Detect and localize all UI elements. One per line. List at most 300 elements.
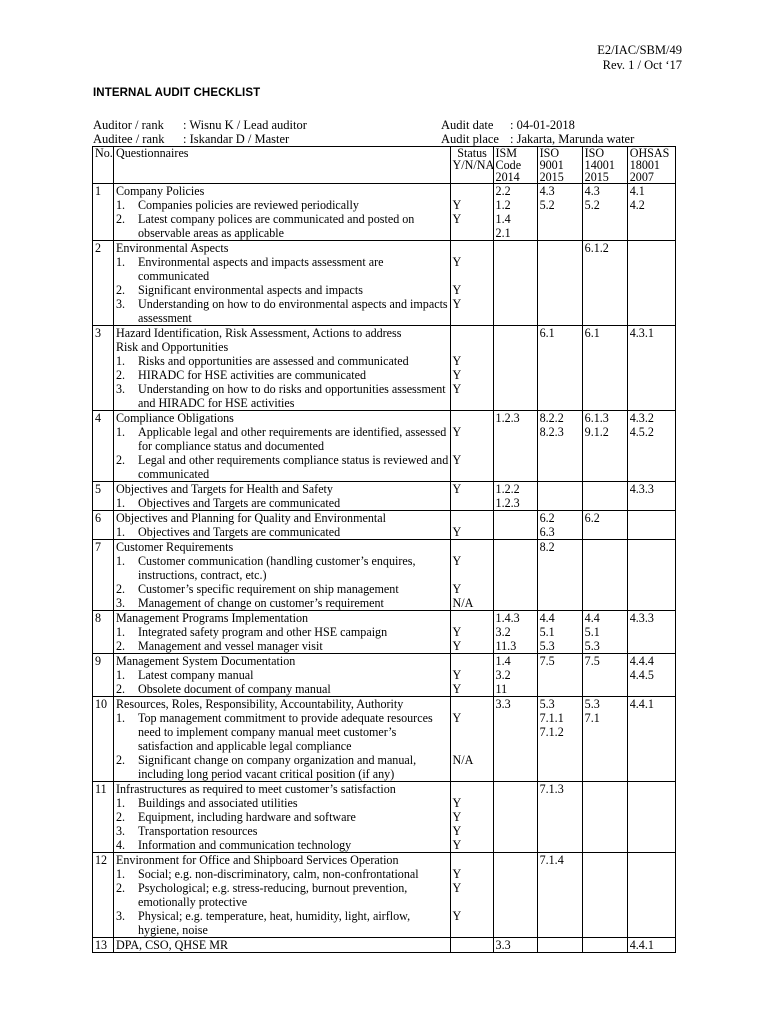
ism-ref-cell (493, 697, 537, 782)
question-number: 3. (115, 297, 126, 311)
header-ism-line: 2014 (495, 170, 520, 184)
section-questions (113, 482, 450, 511)
status-spacer (453, 654, 492, 668)
ism-ref-cell (493, 482, 537, 511)
header-iso9001 (537, 147, 582, 184)
iso9001-ref-cell (537, 697, 582, 782)
question-item (116, 796, 449, 810)
ohsas-ref-cell (627, 241, 675, 326)
question-number: 1. (115, 425, 126, 439)
iso14001-ref-cell (582, 853, 627, 938)
checklist-section-row (93, 241, 676, 326)
ohsas-ref-cell (627, 540, 675, 611)
iso14001-ref-cell (582, 184, 627, 241)
ism-ref: 1.2.3 (495, 411, 520, 425)
iso14001-ref: 4.3 (584, 184, 600, 198)
ism-ref: 1.4.3 (495, 611, 520, 625)
ism-ref-cell (493, 654, 537, 697)
checklist-section-row (93, 654, 676, 697)
ohsas-ref: 4.4.4 (629, 654, 654, 668)
question-text: Psychological; e.g. stress-reducing, burnout prevention, emotionally protective (137, 881, 408, 909)
question-number: 1. (115, 525, 126, 539)
iso14001-ref-cell (582, 540, 627, 611)
question-item (116, 496, 449, 510)
checklist-section-row (93, 540, 676, 611)
status-spacer (453, 611, 492, 625)
iso14001-ref: 5.3 (584, 697, 600, 711)
status-value: Y (452, 283, 462, 297)
ohsas-ref-cell (627, 511, 675, 540)
question-number: 3. (115, 382, 126, 396)
iso14001-ref-cell (582, 611, 627, 654)
iso9001-ref-cell (537, 611, 582, 654)
iso9001-ref: 8.2 (539, 540, 555, 554)
question-number: 3. (115, 824, 126, 838)
iso9001-ref: 8.2.3 (539, 425, 564, 439)
question-number: 1. (115, 668, 126, 682)
status-value: Y (452, 368, 462, 382)
status-cell (450, 540, 493, 611)
question-item (116, 582, 449, 596)
ism-ref: 3.3 (495, 938, 511, 952)
checklist-section-row (93, 782, 676, 853)
section-number: 1 (93, 184, 114, 241)
ohsas-ref-cell (627, 611, 675, 654)
status-value: Y (452, 838, 462, 852)
section-questions (113, 184, 450, 241)
document-code: E2/IAC/SBM/49 (597, 43, 682, 57)
question-text: Objectives and Targets are communicated (137, 525, 341, 539)
iso9001-ref-cell (537, 853, 582, 938)
ism-ref-cell (493, 241, 537, 326)
question-item (116, 668, 449, 682)
question-text: Management of change on customer’s requirement (137, 596, 384, 610)
status-spacer (453, 540, 492, 554)
question-item (116, 525, 449, 539)
question-text: Significant change on company organization and manual, including long period vacant critical position (if any) (137, 753, 417, 781)
iso9001-ref: 6.2 (539, 511, 555, 525)
section-title: Objectives and Planning for Quality and Environmental (115, 511, 386, 525)
question-text: Customer communication (handling customer’s enquires, instructions, contract, etc.) (137, 554, 416, 582)
audit-date-label: Audit date (441, 118, 494, 132)
section-number: 2 (93, 241, 114, 326)
question-item (116, 453, 449, 481)
checklist-section-row (93, 326, 676, 411)
question-item (116, 639, 449, 653)
ohsas-ref-cell (627, 853, 675, 938)
section-number: 3 (93, 326, 114, 411)
ism-ref: 2.1 (495, 226, 511, 240)
status-value: Y (452, 212, 462, 226)
iso9001-ref: 4.3 (539, 184, 555, 198)
question-number: 1. (115, 867, 126, 881)
iso9001-ref: 6.3 (539, 525, 555, 539)
section-questions (113, 611, 450, 654)
ism-ref: 11 (495, 682, 508, 696)
header-questionnaires: Questionnaires (113, 147, 450, 184)
section-questions (113, 241, 450, 326)
status-value: Y (452, 198, 462, 212)
question-item (116, 596, 449, 610)
iso14001-ref: 5.2 (584, 198, 600, 212)
header-no: No. (93, 147, 114, 184)
iso9001-ref: 5.3 (539, 697, 555, 711)
question-number: 1. (115, 796, 126, 810)
ohsas-ref-cell (627, 654, 675, 697)
ism-ref: 3.2 (495, 668, 511, 682)
iso9001-ref: 7.5 (539, 654, 555, 668)
status-value: Y (452, 682, 462, 696)
header-status-line: Status (457, 146, 487, 160)
status-value: Y (452, 810, 462, 824)
status-value: Y (452, 425, 462, 439)
ohsas-ref: 4.2 (629, 198, 645, 212)
question-number: 4. (115, 838, 126, 852)
question-item (116, 753, 449, 781)
status-cell (450, 411, 493, 482)
section-number: 11 (93, 782, 114, 853)
auditee-label: Auditee / rank (93, 132, 165, 146)
checklist-section-row (93, 611, 676, 654)
question-number: 2. (115, 283, 126, 297)
ohsas-ref: 4.3.2 (629, 411, 654, 425)
header-ism-line: ISM (495, 146, 518, 160)
iso14001-ref: 9.1.2 (584, 425, 609, 439)
question-text: Physical; e.g. temperature, heat, humidity, light, airflow, hygiene, noise (137, 909, 411, 937)
question-item (116, 810, 449, 824)
section-number: 4 (93, 411, 114, 482)
question-number: 2. (115, 881, 126, 895)
question-text: Information and communication technology (137, 838, 352, 852)
auditor-row (93, 118, 307, 132)
iso9001-ref: 7.1.3 (539, 782, 564, 796)
question-number: 2. (115, 682, 126, 696)
question-item (116, 838, 449, 852)
ism-ref-cell (493, 853, 537, 938)
iso14001-ref-cell (582, 654, 627, 697)
question-number: 1. (115, 255, 126, 269)
status-spacer (453, 938, 492, 952)
iso14001-ref-cell (582, 482, 627, 511)
question-text: HIRADC for HSE activities are communicated (137, 368, 367, 382)
ohsas-ref-cell (627, 482, 675, 511)
status-value: Y (452, 881, 462, 895)
header-ohsas-line: 18001 (629, 158, 660, 172)
auditor-value: : Wisnu K / Lead auditor (183, 118, 307, 132)
question-number: 3. (115, 596, 126, 610)
question-item (116, 682, 449, 696)
ism-ref-cell (493, 782, 537, 853)
question-text: Integrated safety program and other HSE campaign (137, 625, 388, 639)
question-item (116, 198, 449, 212)
status-spacer (453, 853, 492, 867)
section-number: 5 (93, 482, 114, 511)
document-revision: Rev. 1 / Oct ‘17 (602, 58, 682, 72)
question-item (116, 382, 449, 410)
status-spacer (453, 340, 492, 354)
iso9001-ref-cell (537, 540, 582, 611)
question-text: Legal and other requirements compliance status is reviewed and communicated (137, 453, 449, 481)
section-title: Resources, Roles, Responsibility, Accountability, Authority (115, 697, 404, 711)
question-number: 1. (115, 354, 126, 368)
question-number: 2. (115, 212, 126, 226)
header-iso14001-line: 14001 (584, 158, 615, 172)
question-item (116, 212, 449, 240)
question-text: Significant environmental aspects and impacts (137, 283, 363, 297)
iso14001-ref: 5.1 (584, 625, 600, 639)
ism-ref: 1.2.2 (495, 482, 520, 496)
ism-ref: 1.4 (495, 212, 511, 226)
ohsas-ref-cell (627, 411, 675, 482)
section-questions (113, 511, 450, 540)
status-value: Y (452, 554, 462, 568)
ohsas-ref-cell (627, 782, 675, 853)
question-number: 3. (115, 909, 126, 923)
ism-ref: 1.2 (495, 198, 511, 212)
status-spacer (453, 411, 492, 425)
status-value: Y (452, 668, 462, 682)
ism-ref: 3.3 (495, 697, 511, 711)
iso14001-ref: 4.4 (584, 611, 600, 625)
question-number: 2. (115, 582, 126, 596)
status-value: Y (452, 255, 462, 269)
ism-ref-cell (493, 938, 537, 953)
checklist-section-row (93, 938, 676, 953)
header-iso14001-line: 2015 (584, 170, 609, 184)
ohsas-ref: 4.4.5 (629, 668, 654, 682)
ohsas-ref: 4.1 (629, 184, 645, 198)
question-item (116, 909, 449, 937)
status-spacer (453, 511, 492, 525)
ism-ref: 11.3 (495, 639, 517, 653)
iso9001-ref: 7.1.1 (539, 711, 564, 725)
question-text: Understanding on how to do risks and opportunities assessment and HIRADC for HSE activities (137, 382, 446, 410)
section-title: Hazard Identification, Risk Assessment, Actions to address (115, 326, 402, 340)
section-questions (113, 697, 450, 782)
section-number: 9 (93, 654, 114, 697)
iso9001-ref: 7.1.2 (539, 725, 564, 739)
iso14001-ref: 7.5 (584, 654, 600, 668)
header-iso14001 (582, 147, 627, 184)
iso9001-ref-cell (537, 184, 582, 241)
question-item (116, 867, 449, 881)
iso9001-ref-cell (537, 511, 582, 540)
iso9001-ref-cell (537, 326, 582, 411)
section-number: 10 (93, 697, 114, 782)
iso14001-ref-cell (582, 326, 627, 411)
status-spacer (453, 782, 492, 796)
status-spacer (453, 326, 492, 340)
question-number: 1. (115, 198, 126, 212)
status-cell (450, 482, 493, 511)
checklist-section-row (93, 411, 676, 482)
status-value: Y (452, 582, 462, 596)
status-value: Y (452, 867, 462, 881)
document-reference (597, 43, 682, 73)
question-text: Social; e.g. non-discriminatory, calm, non-confrontational (137, 867, 419, 881)
question-text: Applicable legal and other requirements are identified, assessed for compliance status and documented (137, 425, 447, 453)
question-text: Transportation resources (137, 824, 258, 838)
iso14001-ref-cell (582, 411, 627, 482)
section-title: Management Programs Implementation (115, 611, 309, 625)
question-item (116, 881, 449, 909)
ohsas-ref-cell (627, 938, 675, 953)
status-spacer (453, 184, 492, 198)
iso9001-ref-cell (537, 482, 582, 511)
ism-ref-cell (493, 540, 537, 611)
ism-ref-cell (493, 511, 537, 540)
audit-date-row (441, 118, 634, 132)
status-cell (450, 326, 493, 411)
checklist-body (93, 184, 676, 953)
question-text: Latest company polices are communicated and posted on observable areas as applicable (137, 212, 415, 240)
question-item (116, 354, 449, 368)
status-cell (450, 511, 493, 540)
question-text: Understanding on how to do environmental aspects and impacts assessment (137, 297, 448, 325)
question-text: Buildings and associated utilities (137, 796, 298, 810)
question-text: Management and vessel manager visit (137, 639, 323, 653)
ism-ref: 3.2 (495, 625, 511, 639)
section-title: Management System Documentation (115, 654, 296, 668)
question-text: Latest company manual (137, 668, 254, 682)
question-number: 2. (115, 810, 126, 824)
header-iso9001-line: ISO (539, 146, 560, 160)
status-spacer (453, 697, 492, 711)
question-text: Objectives and Targets are communicated (137, 496, 341, 510)
audit-info (441, 118, 634, 146)
iso14001-ref: 5.3 (584, 639, 600, 653)
iso14001-ref: 7.1 (584, 711, 600, 725)
section-number: 8 (93, 611, 114, 654)
iso14001-ref: 6.1 (584, 326, 600, 340)
page-title: INTERNAL AUDIT CHECKLIST (93, 87, 261, 99)
status-value: N/A (452, 753, 474, 767)
iso9001-ref: 5.2 (539, 198, 555, 212)
question-number: 1. (115, 554, 126, 568)
iso14001-ref: 6.2 (584, 511, 600, 525)
section-questions (113, 540, 450, 611)
checklist-section-row (93, 853, 676, 938)
section-title: Objectives and Targets for Health and Safety (115, 482, 333, 496)
status-cell (450, 853, 493, 938)
header-iso9001-line: 2015 (539, 170, 564, 184)
auditee-value: : Iskandar D / Master (183, 132, 290, 146)
iso14001-ref-cell (582, 938, 627, 953)
section-questions (113, 654, 450, 697)
status-value: Y (452, 382, 462, 396)
audit-date-value: : 04-01-2018 (510, 118, 575, 132)
section-number: 12 (93, 853, 114, 938)
question-item (116, 297, 449, 325)
status-cell (450, 611, 493, 654)
section-title: Compliance Obligations (115, 411, 234, 425)
iso14001-ref-cell (582, 782, 627, 853)
question-number: 1. (115, 711, 126, 725)
audit-checklist-table (92, 146, 676, 953)
question-text: Obsolete document of company manual (137, 682, 331, 696)
status-value: Y (452, 453, 462, 467)
section-number: 7 (93, 540, 114, 611)
header-ohsas-line: OHSAS (629, 146, 670, 160)
iso9001-ref-cell (537, 654, 582, 697)
iso9001-ref: 5.1 (539, 625, 555, 639)
section-title: Environmental Aspects (115, 241, 229, 255)
ohsas-ref: 4.4.1 (629, 697, 654, 711)
iso9001-ref-cell (537, 241, 582, 326)
header-iso9001-line: 9001 (539, 158, 564, 172)
question-number: 2. (115, 453, 126, 467)
status-cell (450, 938, 493, 953)
question-item (116, 625, 449, 639)
section-questions (113, 938, 450, 953)
question-item (116, 368, 449, 382)
section-title: Infrastructures as required to meet customer’s satisfaction (115, 782, 396, 796)
checklist-section-row (93, 482, 676, 511)
ohsas-ref: 4.3.3 (629, 482, 654, 496)
ohsas-ref: 4.3.1 (629, 326, 654, 340)
question-number: 1. (115, 496, 126, 510)
ism-ref-cell (493, 184, 537, 241)
ohsas-ref: 4.5.2 (629, 425, 654, 439)
question-text: Environmental aspects and impacts assessment are communicated (137, 255, 384, 283)
iso9001-ref: 5.3 (539, 639, 555, 653)
question-text: Top management commitment to provide adequate resources need to implement company manual meet customer’s satisfaction and applicable legal compliance (137, 711, 433, 753)
status-cell (450, 782, 493, 853)
status-value: Y (452, 482, 462, 496)
question-number: 2. (115, 639, 126, 653)
section-number: 13 (93, 938, 114, 953)
auditee-row (93, 132, 307, 146)
audit-place-value: : Jakarta, Marunda water (510, 132, 635, 146)
ism-ref-cell (493, 611, 537, 654)
ism-ref-cell (493, 326, 537, 411)
header-status-line: Y/N/NA (452, 158, 495, 172)
section-questions (113, 411, 450, 482)
status-value: Y (452, 909, 462, 923)
ohsas-ref: 4.3.3 (629, 611, 654, 625)
status-cell (450, 697, 493, 782)
iso14001-ref-cell (582, 241, 627, 326)
status-value: N/A (452, 596, 474, 610)
status-value: Y (452, 639, 462, 653)
iso9001-ref: 8.2.2 (539, 411, 564, 425)
status-cell (450, 184, 493, 241)
header-status (450, 147, 493, 184)
header-iso14001-line: ISO (584, 146, 605, 160)
question-item (116, 824, 449, 838)
question-item (116, 711, 449, 753)
ism-ref: 1.2.3 (495, 496, 520, 510)
question-text: Equipment, including hardware and software (137, 810, 356, 824)
status-value: Y (452, 796, 462, 810)
iso14001-ref: 6.1.3 (584, 411, 609, 425)
question-item (116, 283, 449, 297)
question-item (116, 554, 449, 582)
status-cell (450, 241, 493, 326)
section-questions (113, 853, 450, 938)
header-ism (493, 147, 537, 184)
question-text: Risks and opportunities are assessed and communicated (137, 354, 409, 368)
ism-ref-cell (493, 411, 537, 482)
status-value: Y (452, 297, 462, 311)
ism-ref: 1.4 (495, 654, 511, 668)
header-ohsas-line: 2007 (629, 170, 654, 184)
status-value: Y (452, 625, 462, 639)
section-title: Environment for Office and Shipboard Services Operation (115, 853, 399, 867)
header-ohsas (627, 147, 675, 184)
iso9001-ref-cell (537, 411, 582, 482)
audit-place-label: Audit place (441, 132, 499, 146)
